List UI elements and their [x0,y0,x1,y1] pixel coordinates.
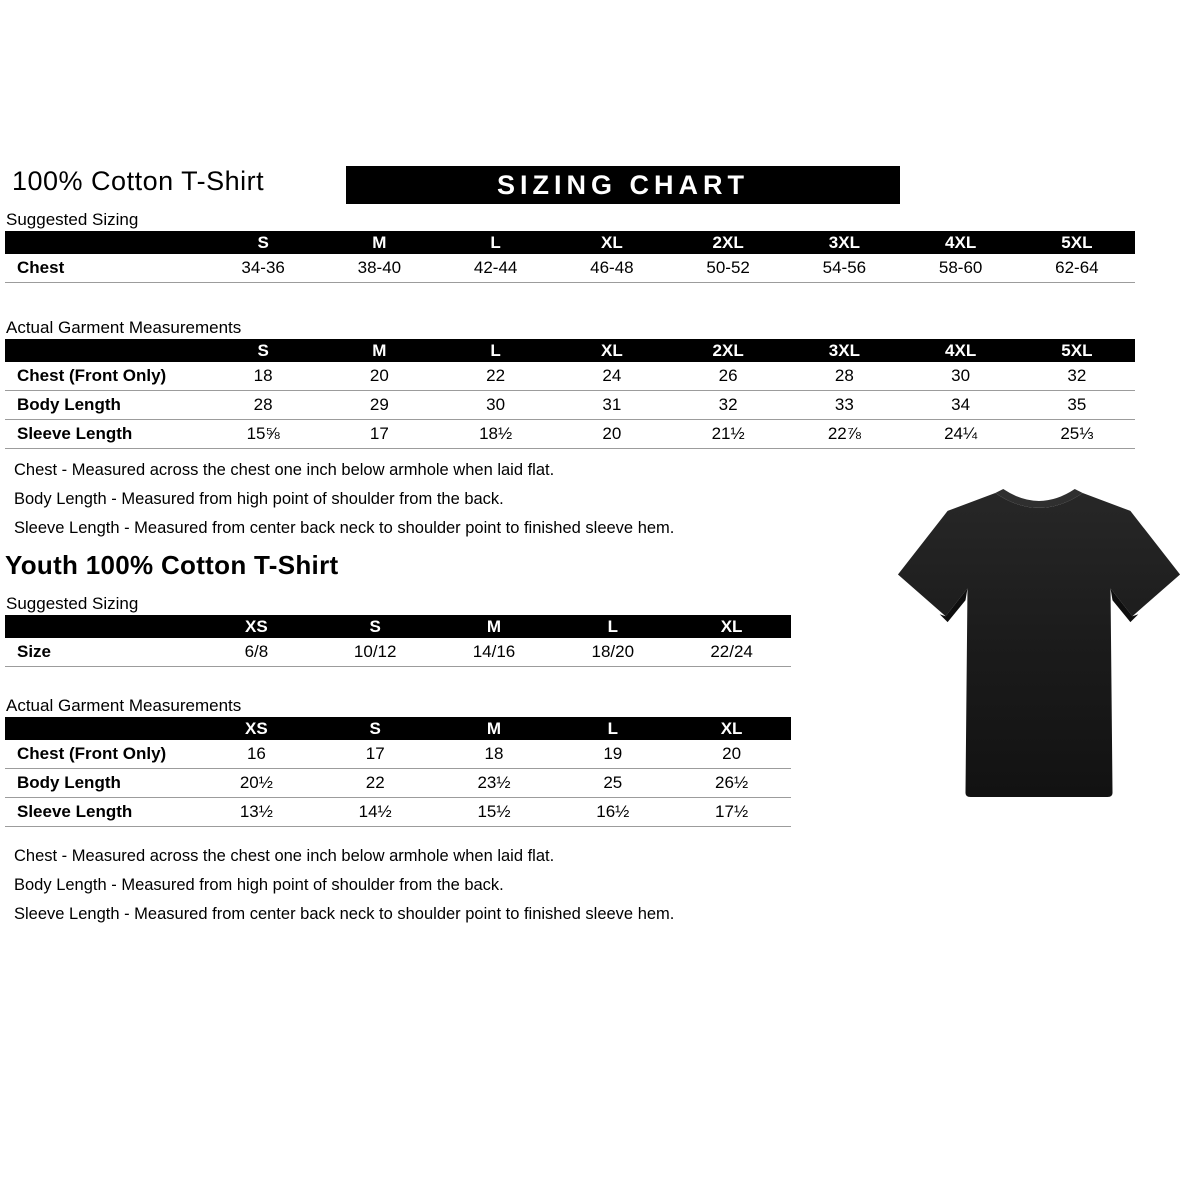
column-header-2xl: 2XL [670,231,786,254]
youth-note-chest: Chest - Measured across the chest one inch below armhole when laid flat. [14,847,555,865]
column-header-4xl: 4XL [903,339,1019,362]
value-cell: 35 [1019,391,1135,420]
table-corner-cell [5,339,205,362]
column-header-2xl: 2XL [670,339,786,362]
value-cell: 38-40 [321,254,437,283]
value-cell: 17½ [672,798,791,827]
adult-note-sleeve-length: Sleeve Length - Measured from center back neck to shoulder point to finished sleeve hem. [14,519,675,537]
value-cell: 17 [321,420,437,449]
row-label: Chest (Front Only) [5,362,205,391]
value-cell: 25 [553,769,672,798]
column-header-m: M [435,615,554,638]
column-header-5xl: 5XL [1019,339,1135,362]
row-label: Body Length [5,391,205,420]
tshirt-icon [890,476,1188,816]
value-cell: 15½ [435,798,554,827]
column-header-xl: XL [554,231,670,254]
value-cell: 16 [197,740,316,769]
column-header-xs: XS [197,615,316,638]
value-cell: 17 [316,740,435,769]
value-cell: 14½ [316,798,435,827]
value-cell: 54-56 [786,254,902,283]
value-cell: 18½ [438,420,554,449]
row-label: Size [5,638,197,667]
value-cell: 18 [205,362,321,391]
adult-garment-heading: Actual Garment Measurements [6,318,242,337]
table-corner-cell [5,717,197,740]
value-cell: 34-36 [205,254,321,283]
row-label: Body Length [5,769,197,798]
value-cell: 13½ [197,798,316,827]
value-cell: 10/12 [316,638,435,667]
column-header-3xl: 3XL [786,231,902,254]
tshirt-product-image [890,476,1188,816]
value-cell: 30 [438,391,554,420]
youth-note-body-length: Body Length - Measured from high point of shoulder from the back. [14,876,504,894]
value-cell: 16½ [553,798,672,827]
youth-suggested-table [5,615,791,667]
youth-notes [14,842,674,929]
value-cell: 20 [321,362,437,391]
value-cell: 24 [554,362,670,391]
value-cell: 18 [435,740,554,769]
adult-garment-table [5,339,1135,449]
value-cell: 32 [1019,362,1135,391]
value-cell: 32 [670,391,786,420]
value-cell: 6/8 [197,638,316,667]
value-cell: 34 [903,391,1019,420]
adult-suggested-heading: Suggested Sizing [6,210,139,229]
youth-suggested-heading: Suggested Sizing [6,594,139,613]
value-cell: 22 [438,362,554,391]
row-label: Sleeve Length [5,420,205,449]
value-cell: 33 [786,391,902,420]
value-cell: 25⅓ [1019,420,1135,449]
value-cell: 46-48 [554,254,670,283]
value-cell: 28 [786,362,902,391]
value-cell: 20 [554,420,670,449]
value-cell: 42-44 [438,254,554,283]
table-corner-cell [5,231,205,254]
column-header-s: S [316,717,435,740]
value-cell: 62-64 [1019,254,1135,283]
column-header-xl: XL [672,717,791,740]
column-header-s: S [316,615,435,638]
adult-note-body-length: Body Length - Measured from high point of shoulder from the back. [14,490,504,508]
column-header-l: L [553,615,672,638]
adult-suggested-table [5,231,1135,283]
column-header-l: L [438,339,554,362]
value-cell: 23½ [435,769,554,798]
column-header-5xl: 5XL [1019,231,1135,254]
value-cell: 24¼ [903,420,1019,449]
value-cell: 21½ [670,420,786,449]
column-header-s: S [205,339,321,362]
youth-note-sleeve-length: Sleeve Length - Measured from center back neck to shoulder point to finished sleeve hem. [14,905,675,923]
value-cell: 58-60 [903,254,1019,283]
row-label: Sleeve Length [5,798,197,827]
value-cell: 26 [670,362,786,391]
value-cell: 22 [316,769,435,798]
value-cell: 22⅞ [786,420,902,449]
column-header-3xl: 3XL [786,339,902,362]
value-cell: 19 [553,740,672,769]
column-header-l: L [553,717,672,740]
value-cell: 14/16 [435,638,554,667]
column-header-xl: XL [672,615,791,638]
adult-notes [14,456,674,543]
column-header-m: M [321,339,437,362]
column-header-xs: XS [197,717,316,740]
youth-garment-table [5,717,791,827]
value-cell: 22/24 [672,638,791,667]
youth-section-title: Youth 100% Cotton T-Shirt [5,550,339,580]
value-cell: 20 [672,740,791,769]
adult-section-title: 100% Cotton T-Shirt [12,166,265,196]
column-header-xl: XL [554,339,670,362]
adult-note-chest: Chest - Measured across the chest one inch below armhole when laid flat. [14,461,555,479]
column-header-s: S [205,231,321,254]
value-cell: 30 [903,362,1019,391]
column-header-m: M [321,231,437,254]
value-cell: 26½ [672,769,791,798]
value-cell: 15⅝ [205,420,321,449]
sizing-chart-banner: SIZING CHART [346,166,900,204]
youth-garment-heading: Actual Garment Measurements [6,696,242,715]
column-header-4xl: 4XL [903,231,1019,254]
value-cell: 29 [321,391,437,420]
value-cell: 50-52 [670,254,786,283]
value-cell: 31 [554,391,670,420]
row-label: Chest [5,254,205,283]
column-header-m: M [435,717,554,740]
table-corner-cell [5,615,197,638]
column-header-l: L [438,231,554,254]
value-cell: 28 [205,391,321,420]
value-cell: 20½ [197,769,316,798]
row-label: Chest (Front Only) [5,740,197,769]
value-cell: 18/20 [553,638,672,667]
